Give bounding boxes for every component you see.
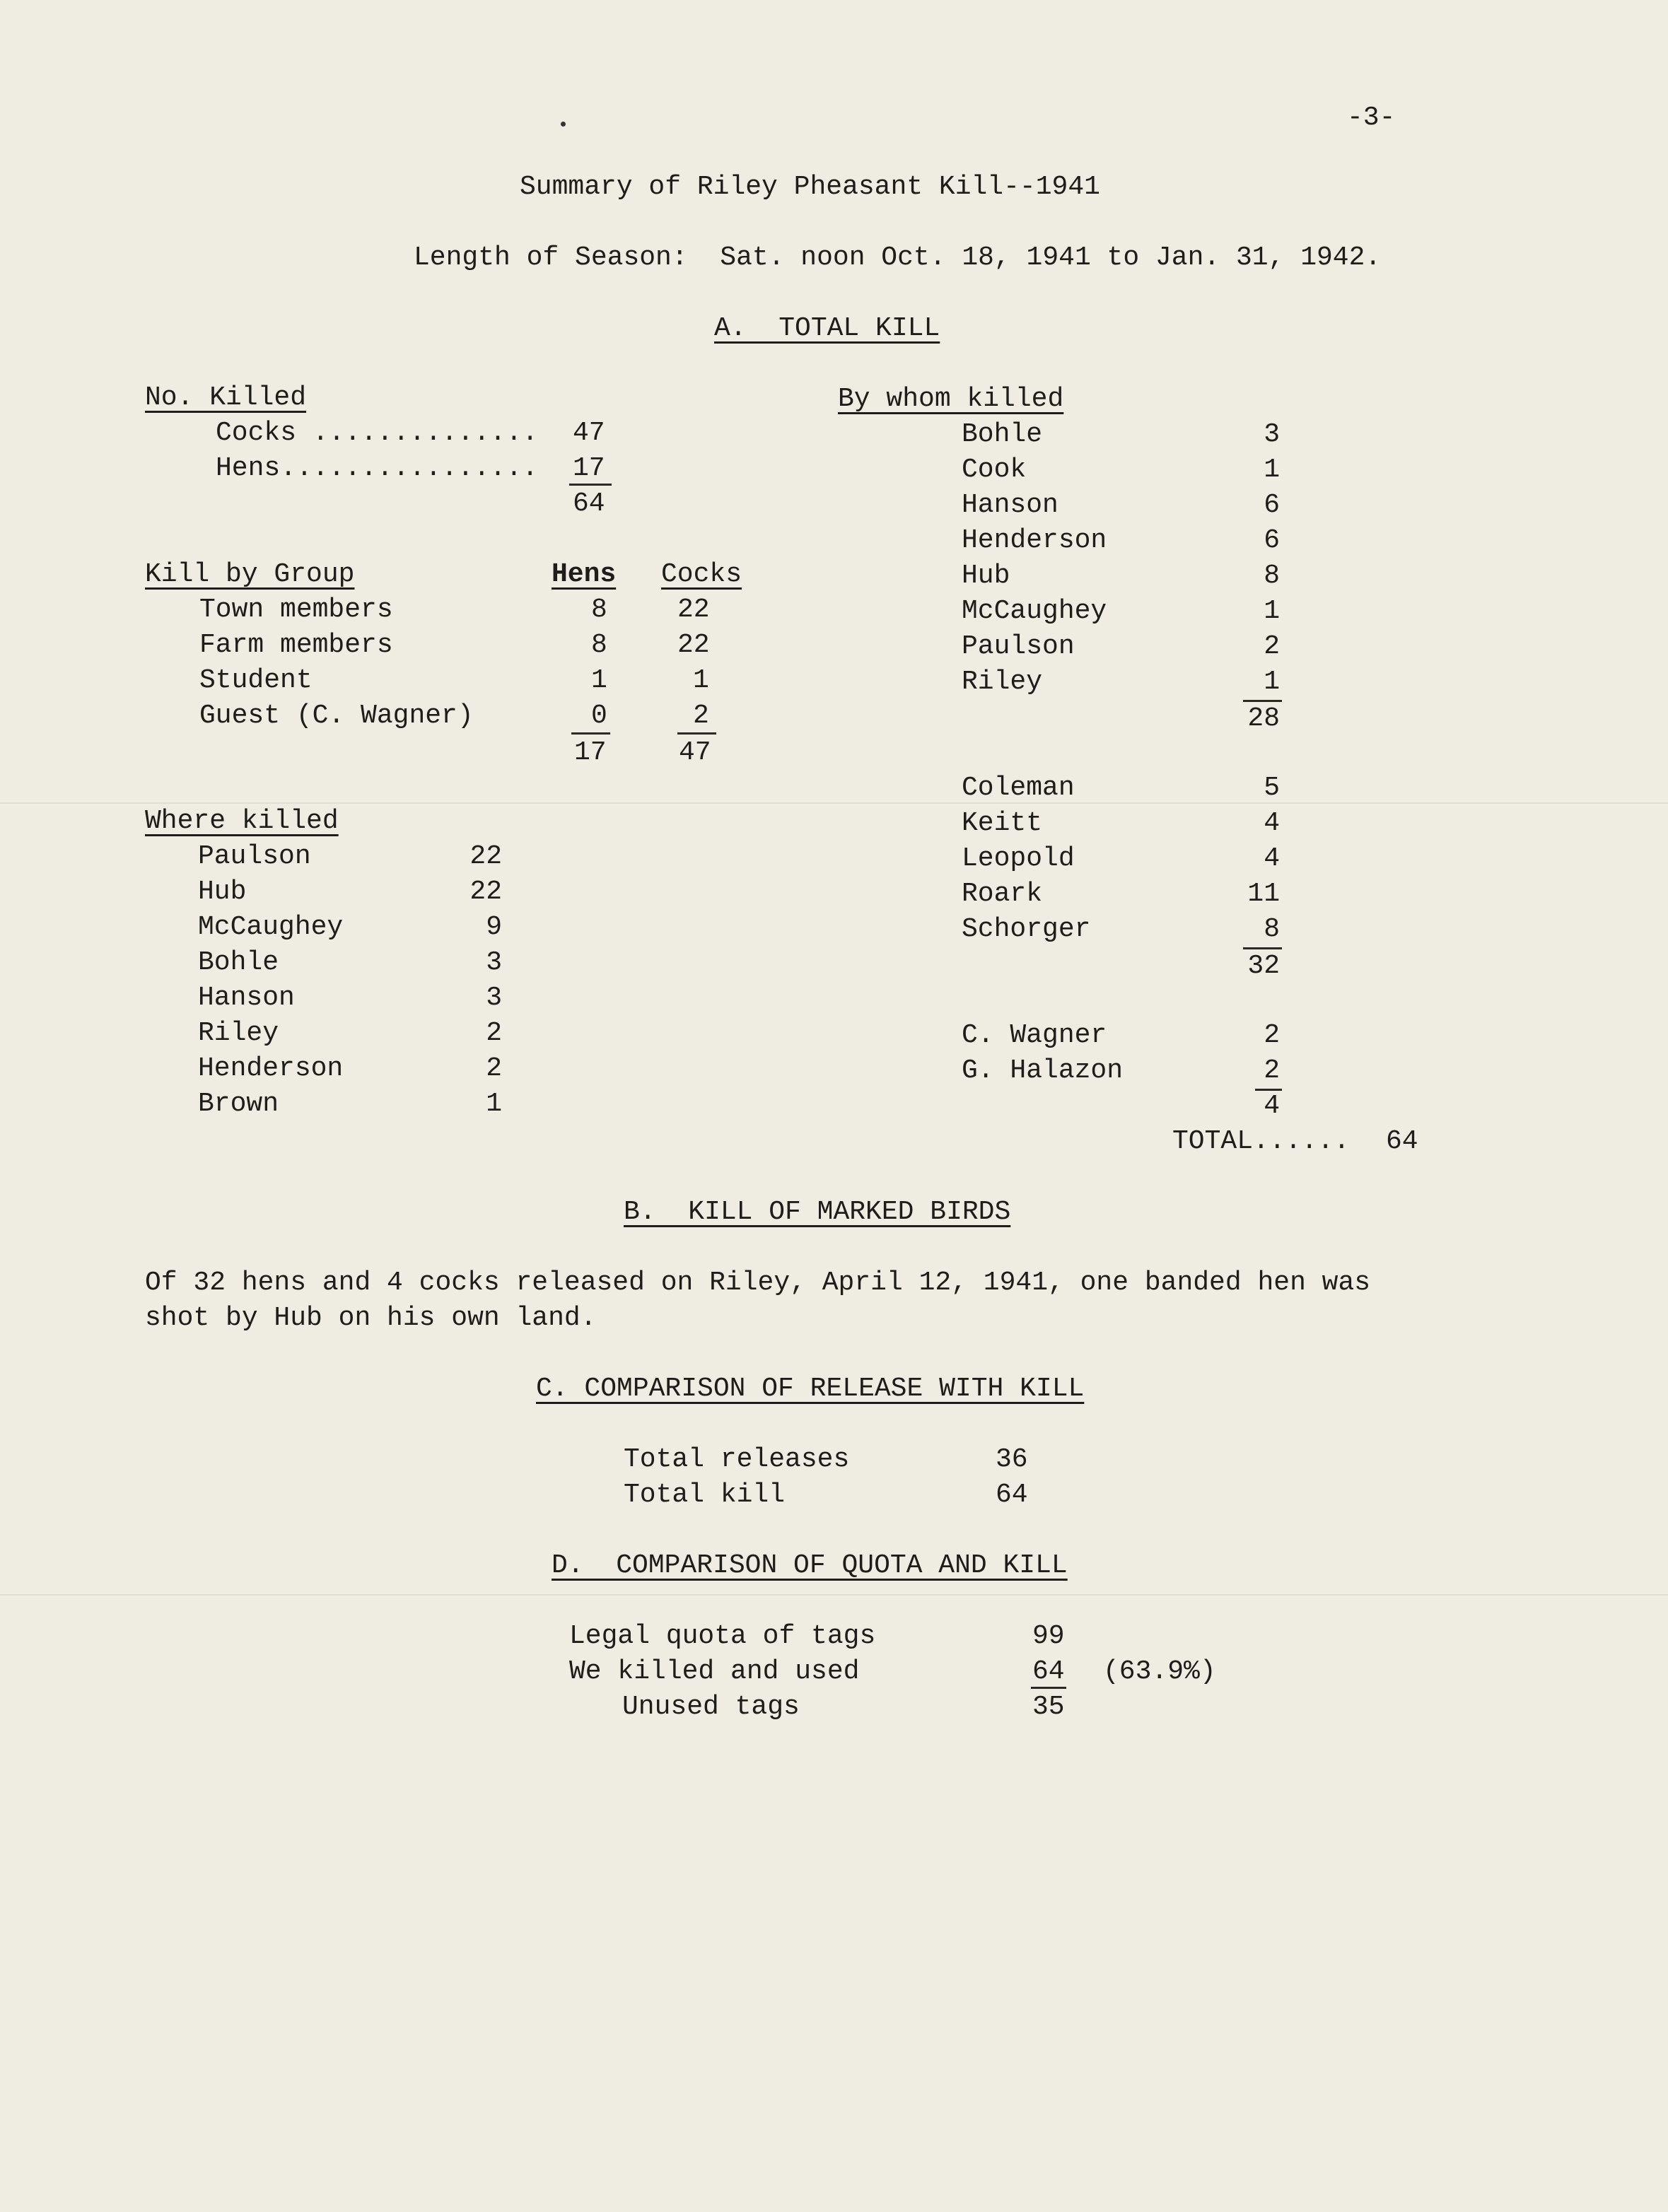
shooter-count: 2 bbox=[1264, 1020, 1280, 1051]
shooter-count: 4 bbox=[1264, 843, 1280, 874]
section-a-heading: A. TOTAL KILL bbox=[714, 313, 940, 344]
shooter-count: 2 bbox=[1264, 1055, 1280, 1086]
shooter-name: Roark bbox=[962, 879, 1043, 909]
group-row-cocks: 22 bbox=[677, 630, 710, 660]
hens-column-header: Hens bbox=[552, 559, 617, 590]
stray-mark bbox=[561, 122, 566, 127]
group-row-label: Guest (C. Wagner) bbox=[199, 701, 474, 731]
release-row-label: Total kill bbox=[624, 1480, 786, 1510]
group-row-cocks: 1 bbox=[693, 665, 709, 696]
where-killed-heading: Where killed bbox=[145, 806, 339, 836]
shooter-name: Leopold bbox=[962, 843, 1075, 874]
shooter-count: 2 bbox=[1264, 631, 1280, 662]
section-c-heading: C. COMPARISON OF RELEASE WITH KILL bbox=[536, 1374, 1085, 1404]
section-b-text-line: Of 32 hens and 4 cocks released on Riley, April 12, 1941, one banded hen was bbox=[145, 1268, 1371, 1298]
release-row-label: Total releases bbox=[624, 1444, 850, 1475]
where-row-value: 9 bbox=[486, 912, 502, 942]
sum-rule bbox=[571, 732, 610, 735]
no-killed-heading: No. Killed bbox=[145, 382, 307, 413]
quota-row-label: Unused tags bbox=[622, 1692, 800, 1722]
group-row-label: Town members bbox=[199, 595, 393, 625]
sum-rule bbox=[569, 484, 612, 486]
by-whom-heading: By whom killed bbox=[838, 384, 1064, 414]
quota-percent: (63.9%) bbox=[1103, 1656, 1216, 1687]
release-row-value: 36 bbox=[996, 1444, 1028, 1475]
shooter-count: 5 bbox=[1264, 773, 1280, 803]
section-b-heading: B. KILL OF MARKED BIRDS bbox=[624, 1197, 1011, 1227]
group2-total: 32 bbox=[1247, 951, 1280, 981]
paper-fold bbox=[0, 1594, 1668, 1596]
group1-total: 28 bbox=[1247, 703, 1280, 734]
sum-rule bbox=[677, 732, 716, 735]
release-row-value: 64 bbox=[996, 1480, 1028, 1510]
shooter-name: Cook bbox=[962, 455, 1027, 485]
shooter-name: Riley bbox=[962, 667, 1043, 697]
group-row-label: Student bbox=[199, 665, 313, 696]
no-killed-row-value: 47 bbox=[573, 418, 605, 448]
shooter-count: 8 bbox=[1264, 914, 1280, 944]
group-row-hens: 8 bbox=[591, 595, 607, 625]
shooter-name: Coleman bbox=[962, 773, 1075, 803]
shooter-name: Keitt bbox=[962, 808, 1043, 838]
shooter-name: G. Halazon bbox=[962, 1055, 1124, 1086]
where-row-label: Hub bbox=[198, 877, 247, 907]
shooter-count: 11 bbox=[1247, 879, 1280, 909]
shooter-name: Paulson bbox=[962, 631, 1075, 662]
shooter-name: Bohle bbox=[962, 419, 1043, 450]
where-row-value: 3 bbox=[486, 983, 502, 1013]
group-total-cocks: 47 bbox=[679, 737, 711, 768]
no-killed-total: 64 bbox=[573, 488, 605, 519]
group-total-hens: 17 bbox=[574, 737, 607, 768]
season-line: Length of Season: Sat. noon Oct. 18, 1941 to Jan. 31, 1942. bbox=[414, 242, 1382, 273]
quota-row-value: 99 bbox=[1032, 1621, 1065, 1651]
shooter-count: 4 bbox=[1264, 808, 1280, 838]
grand-total-value: 64 bbox=[1386, 1126, 1418, 1157]
where-row-label: Brown bbox=[198, 1089, 279, 1119]
where-row-label: Paulson bbox=[198, 841, 311, 872]
page-number: -3- bbox=[1347, 103, 1396, 133]
shooter-name: McCaughey bbox=[962, 596, 1107, 626]
quota-row-value: 35 bbox=[1032, 1692, 1065, 1722]
shooter-name: C. Wagner bbox=[962, 1020, 1107, 1051]
kill-by-group-heading: Kill by Group bbox=[145, 559, 355, 590]
no-killed-row-label: Hens................ bbox=[216, 453, 539, 484]
section-b-text-line: shot by Hub on his own land. bbox=[145, 1303, 597, 1333]
where-row-value: 1 bbox=[486, 1089, 502, 1119]
shooter-count: 1 bbox=[1264, 455, 1280, 485]
shooter-count: 6 bbox=[1264, 490, 1280, 520]
page-title: Summary of Riley Pheasant Kill--1941 bbox=[520, 172, 1100, 202]
shooter-name: Hanson bbox=[962, 490, 1058, 520]
group-row-hens: 1 bbox=[591, 665, 607, 696]
where-row-label: Bohle bbox=[198, 947, 279, 978]
sum-rule bbox=[1031, 1687, 1066, 1689]
shooter-count: 6 bbox=[1264, 525, 1280, 556]
shooter-name: Hub bbox=[962, 561, 1010, 591]
shooter-name: Schorger bbox=[962, 914, 1091, 944]
where-row-value: 3 bbox=[486, 947, 502, 978]
shooter-count: 1 bbox=[1264, 667, 1280, 697]
shooter-count: 1 bbox=[1264, 596, 1280, 626]
where-row-label: Henderson bbox=[198, 1053, 344, 1084]
group-row-label: Farm members bbox=[199, 630, 393, 660]
section-d-heading: D. COMPARISON OF QUOTA AND KILL bbox=[552, 1550, 1068, 1581]
shooter-name: Henderson bbox=[962, 525, 1107, 556]
shooter-count: 8 bbox=[1264, 561, 1280, 591]
no-killed-row-value: 17 bbox=[573, 453, 605, 484]
no-killed-row-label: Cocks .............. bbox=[216, 418, 539, 448]
grand-total-label: TOTAL...... bbox=[1172, 1126, 1350, 1157]
group-row-hens: 8 bbox=[591, 630, 607, 660]
quota-row-value: 64 bbox=[1032, 1656, 1065, 1687]
quota-row-label: Legal quota of tags bbox=[569, 1621, 876, 1651]
where-row-value: 2 bbox=[486, 1018, 502, 1048]
group-row-cocks: 2 bbox=[693, 701, 709, 731]
where-row-value: 2 bbox=[486, 1053, 502, 1084]
where-row-label: McCaughey bbox=[198, 912, 344, 942]
where-row-value: 22 bbox=[470, 841, 502, 872]
group-row-hens: 0 bbox=[591, 701, 607, 731]
where-row-label: Hanson bbox=[198, 983, 295, 1013]
group3-total: 4 bbox=[1264, 1091, 1280, 1121]
cocks-column-header: Cocks bbox=[661, 559, 742, 590]
group-row-cocks: 22 bbox=[677, 595, 710, 625]
where-row-label: Riley bbox=[198, 1018, 279, 1048]
shooter-count: 3 bbox=[1264, 419, 1280, 450]
quota-row-label: We killed and used bbox=[569, 1656, 860, 1687]
where-row-value: 22 bbox=[470, 877, 502, 907]
